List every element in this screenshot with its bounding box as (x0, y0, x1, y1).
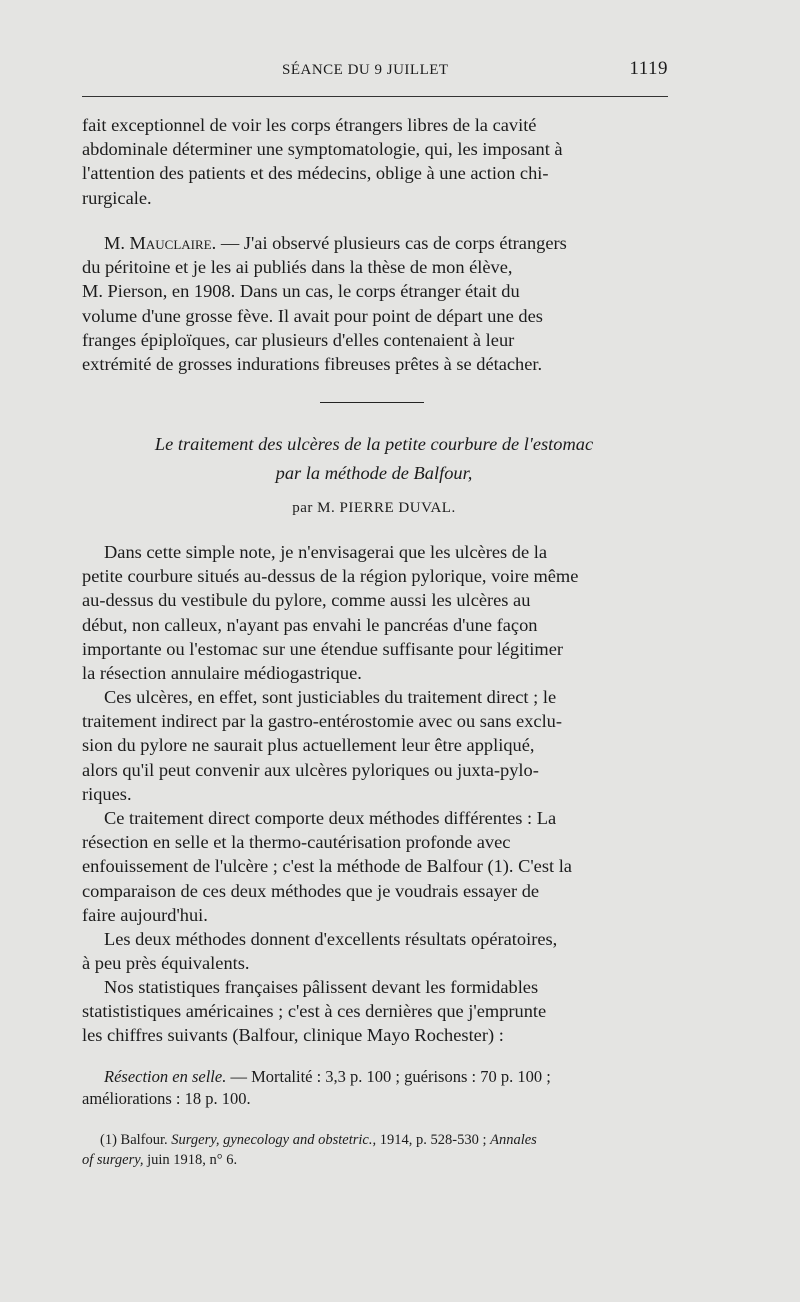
text-line: l'attention des patients et des médecins, oblige à une action chi- (82, 163, 549, 184)
text-line: Les deux méthodes donnent d'excellents résultats opératoires, (104, 929, 558, 949)
text-line: comparaison de ces deux méthodes que je voudrais essayer de (82, 880, 540, 901)
text-line: fait exceptionnel de voir les corps étrangers libres de la cavité (82, 115, 537, 135)
paragraph-d (82, 927, 666, 975)
text-line: enfouissement de l'ulcère ; c'est la méthode de Balfour (1). C'est la (82, 856, 572, 877)
text-line: traitement indirect par la gastro-entérostomie avec ou sans exclu- (82, 711, 563, 732)
text-line: M. Mauclaire. — J'ai observé plusieurs cas de corps étrangers (82, 231, 666, 255)
text-line: importante ou l'estomac sur une étendue suffisante pour légitimer (82, 638, 563, 659)
text-line: début, non calleux, n'ayant pas envahi le pancréas d'une façon (82, 614, 538, 635)
text-line: sion du pylore ne saurait plus actuellement leur être appliqué, (82, 735, 535, 756)
text-line: volume d'une grosse fève. Il avait pour point de départ une des (82, 305, 543, 326)
text-line: riques. (82, 783, 132, 804)
text-line: Ce traitement direct comporte deux méthodes différentes : La (104, 808, 557, 828)
article-byline: par M. PIERRE DUVAL. (292, 500, 456, 516)
text-line: la résection annulaire médiogastrique. (82, 662, 362, 683)
text-line: Résection en selle. — Mortalité : 3,3 p. 100 ; guérisons : 70 p. 100 ; (104, 1067, 551, 1086)
footnote-line: (1) Balfour. Surgery, gynecology and obstetric., 1914, p. 528-530 ; Annales (100, 1132, 537, 1148)
text-line: résection en selle et la thermo-cautérisation profonde avec (82, 832, 511, 853)
text-line: au-dessus du vestibule du pylore, comme aussi les ulcères au (82, 590, 531, 611)
paragraph-mauclaire (82, 231, 666, 376)
text-line: faire aujourd'hui. (82, 904, 208, 925)
results-block (82, 1066, 666, 1110)
text-line: abdominale déterminer une symptomatologie, qui, les imposant à (82, 139, 563, 160)
paragraph-b (82, 685, 666, 806)
text-line: alors qu'il peut convenir aux ulcères pyloriques ou juxta-pylo- (82, 759, 539, 780)
page-number: 1119 (629, 58, 668, 79)
text-line: statististiques américaines ; c'est à ces dernières que j'emprunte (82, 1001, 547, 1022)
paragraph-continuation (82, 113, 666, 210)
text-line: M. Pierson, en 1908. Dans un cas, le corps étranger était du (82, 281, 520, 302)
text-line: du péritoine et je les ai publiés dans la thèse de mon élève, (82, 257, 513, 278)
footnote (82, 1130, 666, 1170)
article-title-line-1: Le traitement des ulcères de la petite courbure de l'estomac (154, 434, 594, 454)
paragraph-a (82, 540, 666, 685)
text-line: améliorations : 18 p. 100. (82, 1089, 251, 1108)
text-line: à peu près équivalents. (82, 953, 250, 974)
text-line: extrémité de grosses indurations fibreuses prêtes à se détacher. (82, 353, 543, 374)
text-line: petite courbure situés au-dessus de la région pylorique, voire même (82, 566, 579, 587)
text-line: franges épiploïques, car plusieurs d'elles contenaient à leur (82, 329, 515, 350)
text-line: Nos statistiques françaises pâlissent devant les formidables (104, 977, 539, 997)
text-line: les chiffres suivants (Balfour, clinique Mayo Rochester) : (82, 1025, 504, 1046)
paragraph-c (82, 806, 666, 927)
section-divider (320, 402, 424, 403)
text-line: rurgicale. (82, 187, 152, 208)
paragraph-e (82, 975, 666, 1048)
text-line: Dans cette simple note, je n'envisagerai que les ulcères de la (104, 542, 547, 562)
header-rule (82, 96, 668, 97)
running-header (82, 58, 668, 86)
running-title: SÉANCE DU 9 JUILLET (282, 62, 449, 78)
speaker-name: M. Mauclaire. (104, 233, 217, 253)
text-line: Ces ulcères, en effet, sont justiciables du traitement direct ; le (104, 687, 557, 707)
footnote-line: of surgery, juin 1918, n° 6. (82, 1152, 238, 1168)
results-label: Résection en selle. (104, 1067, 227, 1086)
article-title-line-2: par la méthode de Balfour, (275, 463, 473, 483)
